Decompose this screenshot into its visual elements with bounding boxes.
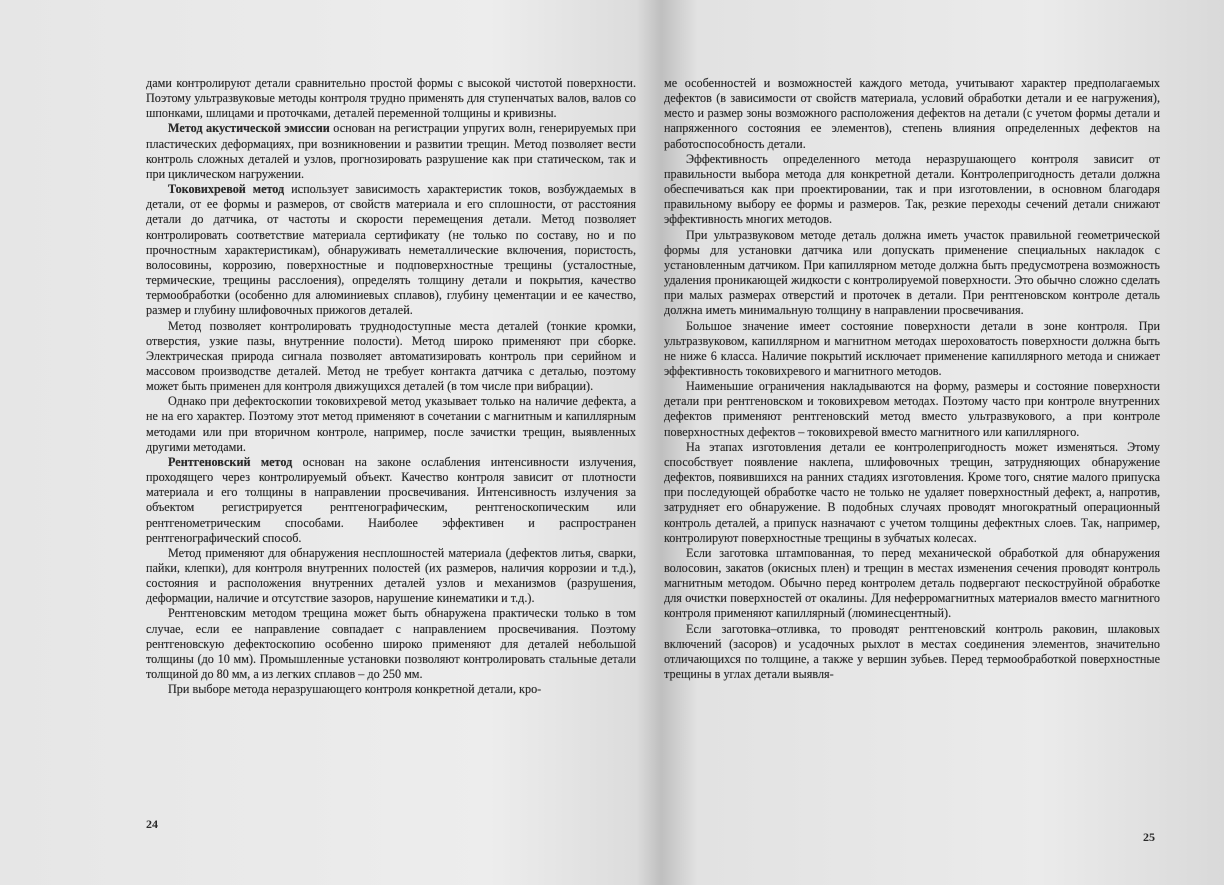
method-term: Метод акустической эмиссии [168,121,330,136]
paragraph [146,682,636,697]
method-term: Рентгеновский метод [168,454,293,469]
paragraph [664,152,1160,228]
paragraph [146,455,636,546]
right-page-number: 25 [1143,830,1155,844]
paragraph-text: основан на законе ослабления интенсивности излучения, проходящего через контролируемый объект. Качество контроля зависит от плотности материала и его толщины в направлении просвечивания. Интенсивность излучения за объектом регистрируется рентгенографическим, рентгеноскопическим или рентгенометрическим способами. Наиболее эффективен и распространен рентгенографический способ. [146,454,637,545]
right-page-text [664,76,1160,682]
paragraph [664,76,1160,152]
paragraph [664,319,1160,380]
paragraph-text: Рентгеновским методом трещина может быть обнаружена практически только в том случае, если ее направление совпадает с направлением просвечивания. Поэтому рентгеновскую дефектоскопию особенно широко применяют для деталей небольшой толщины (до 10 мм). Промышленные установки позволяют контролировать стальные детали толщиной до 80 мм, а из легких сплавов – до 250 мм. [146,606,636,682]
paragraph-text: Если заготовка штампованная, то перед механической обработкой для обнаружения волосовин, закатов (окисных плен) и трещин в местах изменения сечения проводят контроль магнитным методом. Обычно перед контролем деталь подвергают пескоструйной обработке для очистки поверхностей от окалины. Для неферромагнитных материалов вместо магнитного контроля применяют капиллярный (люминесцентный). [664,545,1160,621]
paragraph-text: Наименьшие ограничения накладываются на форму, размеры и состояние поверхности детали при рентгеновском и токовихревом методах. Поэтому часто при контроле внутренних дефектов применяют рентгеновский метод вместо ультразвукового, а при контроле поверхностных дефектов – токовихревой вместо магнитного или капиллярного. [664,379,1160,439]
method-term: Токовихревой метод [168,182,285,197]
paragraph [664,440,1160,546]
paragraph-text: дами контролируют детали сравнительно простой формы с высокой чистотой поверхности. Поэтому ультразвуковые методы контроля трудно применять для ступенчатых валов, валов со шпонками, шлицами и проточками, деталей переменной толщины и кривизны. [146,76,636,121]
paragraph-text: основан на регистрации упругих волн, генерируемых при пластических деформациях, при возникновении и развитии трещин. Метод позволяет вести контроль сложных деталей и узлов, прогнозировать разрушение как при статическом, так и при циклическом нагружении. [146,121,637,181]
paragraph-text: При ультразвуковом методе деталь должна иметь участок правильной геометрической формы для установки датчика или допускать применение специальных накладок с установленным датчиком. При капиллярном методе должна быть предусмотрена возможность удаления проникающей жидкости с контролируемой поверхности. Это обычно сложно сделать при малых размерах отверстий и проточек в детали. При рентгеновском контроле деталь должна иметь минимальную толщину в направлении просвечивания. [664,227,1160,318]
paragraph-text: Если заготовка–отливка, то проводят рентгеновский контроль раковин, шлаковых включений (засоров) и усадочных рыхлот в местах соединения элементов, значительно отличающихся по толщине, а также у вершин зубьев. Перед термообработкой поверхностные трещины в углах детали выявля- [664,621,1160,682]
paragraph [664,228,1160,319]
paragraph-text: использует зависимость характеристик токов, возбуждаемых в детали, от ее формы и размеров, от свойств материала и его сплошности, от расстояния детали до датчика, от частоты и скорости перемещения детали. Метод позволяет контролировать соответствие материала сертификату (не только по составу, но и по прочностным характеристикам), обнаруживать неметаллические включения, пористость, волосовины, коррозию, поверхностные и подповерхностные трещины (усталостные, термические, трещины расслоения), определять толщину детали и покрытия, качество термообработки (особенно для алюминиевых сплавов), глубину цементации и ее качество, размер и глубину шлифовочных прижогов деталей. [146,182,636,318]
paragraph [664,622,1160,683]
paragraph [146,606,636,682]
paragraph-text: Метод применяют для обнаружения несплошностей материала (дефектов литья, сварки, пайки, клепки), для контроля внутренних полостей (их размеров, наличия коррозии и т.д.), состояния и расположения внутренних деталей узлов и механизмов (разрушения, деформации, наличие и отсутствие зазоров, нарушение кинематики и т.д.). [146,545,636,606]
paragraph [146,76,636,121]
paragraph [146,546,636,607]
paragraph [664,546,1160,622]
paragraph-text: Однако при дефектоскопии токовихревой метод указывает только на наличие дефекта, а не на его характер. Поэтому этот метод применяют в сочетании с магнитным и капиллярным методами или при вторичном контроле, например, после зачистки трещин, выявленных другими методами. [146,394,636,454]
paragraph-text: Эффективность определенного метода неразрушающего контроля зависит от правильности выбора метода для конкретной детали. Контролепригодность детали должна обеспечиваться как при проектировании, так и при изготовлении, в основном благодаря правильному выбору ее формы и размеров. Так, резкие переходы сечений детали снижают эффективность многих методов. [664,151,1160,227]
left-page-text [146,76,636,697]
paragraph-text: Метод позволяет контролировать труднодоступные места деталей (тонкие кромки, отверстия, узкие пазы, внутренние полости). Метод широко применяют при сборке. Электрическая природа сигнала позволяет автоматизировать контроль при серийном и массовом производстве деталей. Метод не требует контакта датчика с деталью, поэтому может быть применен для контроля движущихся деталей (в том числе при вибрации). [146,318,636,394]
paragraph-text: На этапах изготовления детали ее контролепригодность может изменяться. Этому способствует появление наклепа, шлифовочных трещин, затрудняющих обнаружение дефектов, появившихся на ранних стадиях изготовления. Кроме того, снятие малого припуска при последующей обработке часто не только не удаляет поверхностный дефект, а, напротив, затрудняет его обнаружение. В подобных случаях проводят многократный операционный контроль деталей, а припуск назначают с учетом толщины дефектных слоев. Так, например, контролируют поверхностные трещины в зубчатых колесах. [664,439,1160,545]
paragraph [146,182,636,318]
paragraph-text: ме особенностей и возможностей каждого метода, учитывают характер предполагаемых дефектов (в зависимости от свойств материала, условий обработки детали и ее нагружения), место и размер зоны возможного расположения дефектов на детали (с учетом формы детали и напряженного состояния ее элементов), степень влияния определенных дефектов на работоспособность детали. [664,76,1160,151]
paragraph [146,319,636,395]
paragraph [664,379,1160,440]
paragraph-text: Большое значение имеет состояние поверхности детали в зоне контроля. При ультразвуковом, капиллярном и магнитном методах шероховатость поверхности должна быть не ниже 6 класса. Наличие покрытий исключает применение капиллярного метода и снижает эффективность токовихревого и магнитного методов. [664,318,1160,378]
paragraph [146,121,636,182]
paragraph [146,394,636,455]
paragraph-text: При выборе метода неразрушающего контроля конкретной детали, кро- [168,682,542,697]
left-page-number: 24 [146,817,158,831]
